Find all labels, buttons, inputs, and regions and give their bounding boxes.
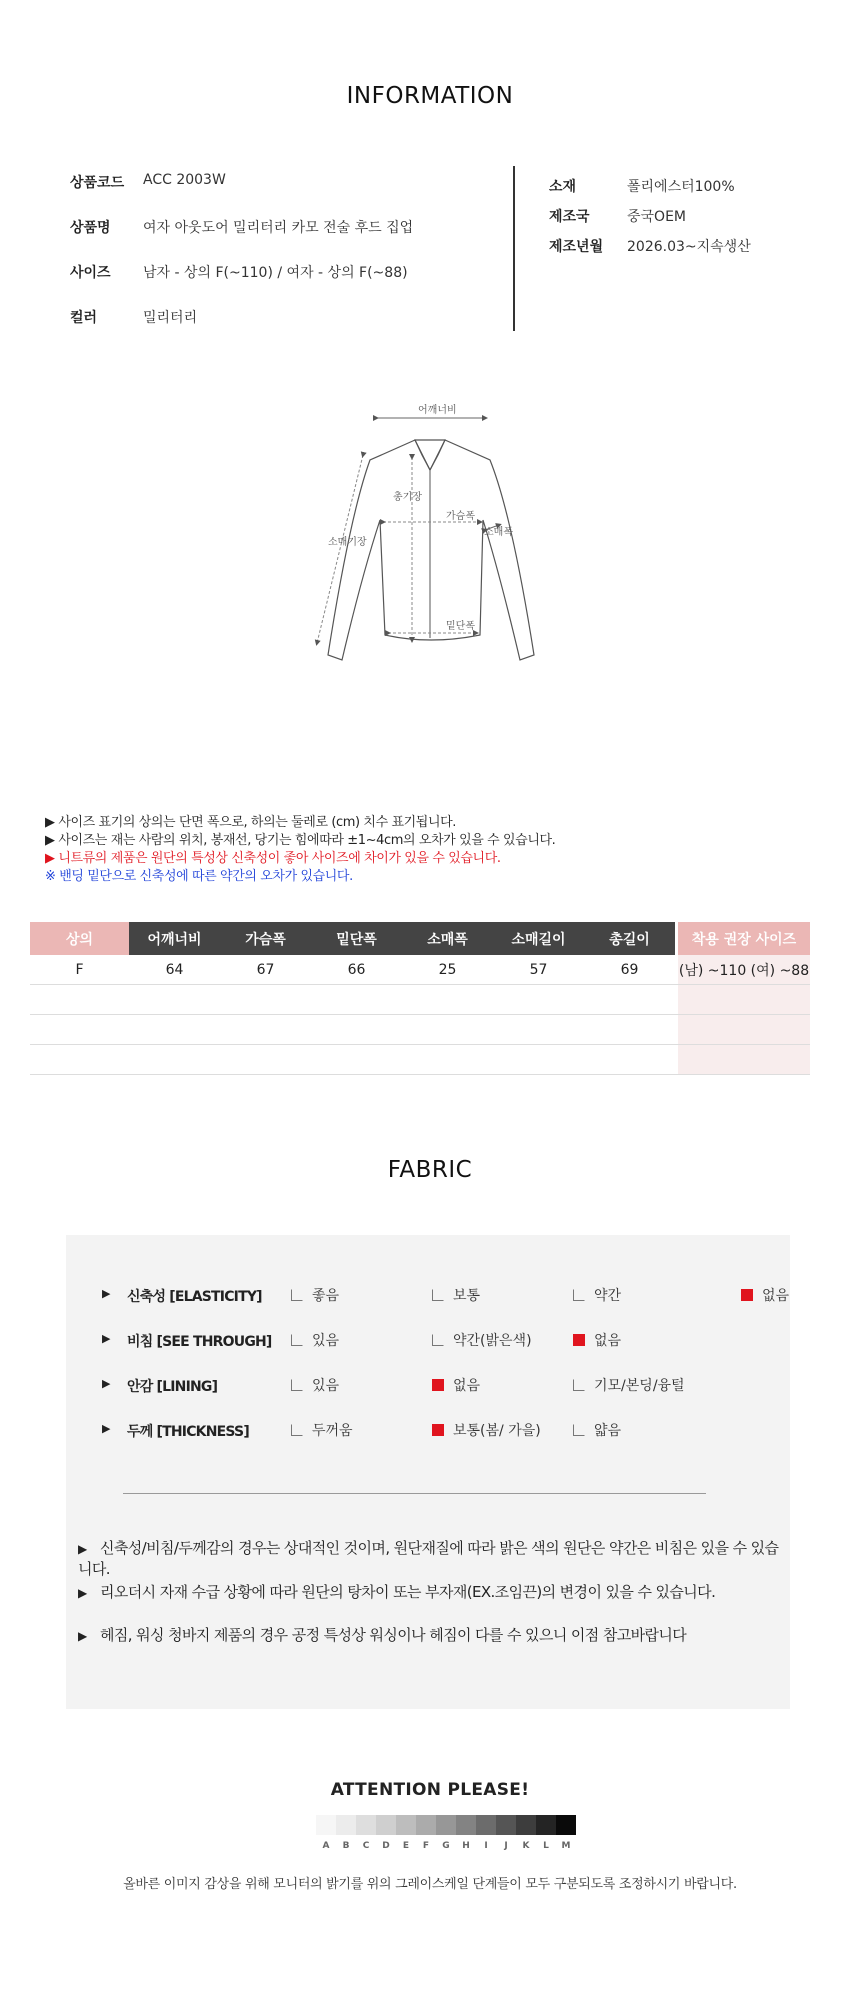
attention-text: 올바른 이미지 감상을 위해 모니터의 밝기를 위의 그레이스케일 단계들이 모두 구분되도록 조정하시기 바랍니다.	[123, 1877, 737, 1892]
arrow-icon: ▶	[78, 1586, 87, 1600]
collar	[415, 440, 445, 470]
grayscale-swatch	[536, 1815, 556, 1835]
grayscale-letter: G	[442, 1841, 450, 1851]
fabric-row-label: 안감 [LINING]	[127, 1379, 218, 1395]
arrow-icon: ▶	[102, 1422, 111, 1435]
size-notes	[45, 814, 555, 886]
info-row-color	[70, 307, 510, 352]
size-header-recommended: 착용 권장 사이즈	[678, 922, 810, 955]
info-value: 남자 - 상의 F(~110) / 여자 - 상의 F(~88)	[143, 265, 408, 281]
grayscale-letter: L	[543, 1841, 549, 1851]
checkbox-checked-icon	[573, 1334, 585, 1346]
grayscale-bar	[316, 1815, 576, 1835]
info-label: 사이즈	[70, 265, 111, 281]
fabric-note: ▶ 헤짐, 워싱 청바지 제품의 경우 공정 특성상 워싱이나 헤짐이 다를 수 있으니 이점 참고바랍니다	[78, 1626, 687, 1644]
size-diagram	[300, 395, 570, 665]
fabric-row-seethrough	[102, 1330, 792, 1350]
fabric-option-selected: 없음	[741, 1285, 789, 1305]
checkbox-checked-icon	[432, 1424, 444, 1436]
size-table-header	[30, 922, 810, 955]
checkbox-empty-icon	[432, 1334, 444, 1346]
fabric-option: 있음	[291, 1375, 339, 1395]
grayscale-swatch	[516, 1815, 536, 1835]
size-header-cell: 소매폭	[402, 922, 493, 955]
fabric-panel	[66, 1235, 790, 1709]
fabric-option: 있음	[291, 1330, 339, 1350]
info-value: 여자 아웃도어 밀리터리 카모 전술 후드 집업	[143, 220, 414, 236]
table-row-empty	[30, 1045, 810, 1075]
grayscale-swatch	[476, 1815, 496, 1835]
checkbox-empty-icon	[291, 1379, 303, 1391]
information-title: INFORMATION	[346, 83, 514, 109]
grayscale-swatch	[396, 1815, 416, 1835]
diagram-label-chest: 가슴폭	[446, 511, 475, 522]
info-label: 소재	[549, 179, 577, 195]
fabric-option: 기모/본딩/융털	[573, 1375, 685, 1395]
grayscale-swatch	[316, 1815, 336, 1835]
info-value: 중국OEM	[627, 209, 686, 225]
size-table	[30, 922, 810, 1075]
table-row	[30, 955, 810, 985]
grayscale-swatch	[556, 1815, 576, 1835]
info-label: 상품코드	[70, 175, 125, 191]
size-header-cell: 소매길이	[493, 922, 584, 955]
table-row-empty	[30, 985, 810, 1015]
size-cell: 25	[438, 961, 457, 978]
arrow-icon: ▶	[78, 1542, 87, 1556]
grayscale-letter: J	[504, 1841, 508, 1851]
fabric-row-label: 두께 [THICKNESS]	[127, 1424, 249, 1440]
size-header-cell: 상의	[30, 922, 129, 955]
info-row-size	[70, 262, 510, 307]
grayscale-letter: K	[522, 1841, 530, 1851]
arrow-icon: ▶	[78, 1629, 87, 1643]
size-header-cell: 총길이	[584, 922, 675, 955]
checkbox-empty-icon	[291, 1424, 303, 1436]
checkbox-empty-icon	[291, 1289, 303, 1301]
info-row-date	[549, 236, 751, 266]
grayscale-letter: D	[382, 1841, 390, 1851]
checkbox-empty-icon	[291, 1334, 303, 1346]
fabric-option: 약간	[573, 1285, 621, 1305]
size-cell: 64	[165, 961, 184, 978]
fabric-option: 두꺼움	[291, 1420, 353, 1440]
grayscale-letter: B	[342, 1841, 350, 1851]
checkbox-empty-icon	[573, 1424, 585, 1436]
diagram-label-sleeve-length: 소매기장	[328, 537, 367, 548]
checkbox-checked-icon	[432, 1379, 444, 1391]
fabric-row-label: 비침 [SEE THROUGH]	[127, 1334, 272, 1350]
grayscale-swatch	[376, 1815, 396, 1835]
info-divider	[513, 166, 515, 331]
fabric-note: ▶ 신축성/비침/두께감의 경우는 상대적인 것이며, 원단재질에 따라 밝은 색의 원단은 약간은 비침은 있을 수 있습니다.	[78, 1539, 779, 1578]
fabric-option: 약간(밝은색)	[432, 1330, 532, 1350]
fabric-option-selected: 없음	[432, 1375, 480, 1395]
info-row-name	[70, 217, 510, 262]
size-cell: 66	[347, 961, 366, 978]
size-cell: F	[75, 961, 84, 978]
size-cell-recommended: (남) ~110 (여) ~88	[678, 955, 810, 984]
jacket-outline	[328, 440, 534, 660]
fabric-divider	[123, 1493, 706, 1494]
grayscale-swatch	[356, 1815, 376, 1835]
info-label: 상품명	[70, 220, 111, 236]
grayscale-letter: A	[322, 1841, 330, 1851]
info-label: 제조년월	[549, 239, 604, 255]
grayscale-letter: M	[561, 1841, 571, 1851]
size-cell: 67	[256, 961, 275, 978]
size-header-cell: 가슴폭	[220, 922, 311, 955]
diagram-label-shoulder: 어깨너비	[418, 405, 457, 416]
info-label: 컬러	[70, 310, 98, 326]
grayscale-letter: I	[484, 1841, 488, 1851]
grayscale-letter: H	[462, 1841, 470, 1851]
size-header-cell: 밑단폭	[311, 922, 402, 955]
fabric-option-selected: 보통(봄/ 가을)	[432, 1420, 541, 1440]
info-row-country	[549, 206, 751, 236]
arrow-icon: ▶	[102, 1287, 111, 1300]
grayscale-swatch	[456, 1815, 476, 1835]
fabric-option: 좋음	[291, 1285, 339, 1305]
sleeve-length-measure	[317, 455, 363, 643]
fabric-title: FABRIC	[387, 1157, 473, 1183]
grayscale-letters	[316, 1841, 576, 1851]
size-cell: 57	[529, 961, 548, 978]
info-left-panel	[70, 172, 510, 352]
grayscale-letter: C	[362, 1841, 370, 1851]
arrow-icon: ▶	[102, 1377, 111, 1390]
grayscale-swatch	[436, 1815, 456, 1835]
grayscale-letter: F	[422, 1841, 430, 1851]
checkbox-empty-icon	[573, 1289, 585, 1301]
size-note: ▶ 사이즈 표기의 상의는 단면 폭으로, 하의는 둘레로 (cm) 치수 표기됩니다.	[45, 815, 457, 830]
checkbox-checked-icon	[741, 1289, 753, 1301]
arrow-icon: ▶	[102, 1332, 111, 1345]
info-value: 폴리에스터100%	[627, 179, 735, 195]
diagram-label-hem: 밑단폭	[446, 621, 475, 632]
grayscale-swatch	[496, 1815, 516, 1835]
info-value: ACC 2003W	[143, 172, 226, 188]
attention-title: ATTENTION PLEASE!	[330, 1780, 530, 1800]
checkbox-empty-icon	[432, 1289, 444, 1301]
grayscale-swatch	[416, 1815, 436, 1835]
fabric-row-label: 신축성 [ELASTICITY]	[127, 1289, 262, 1305]
fabric-row-lining	[102, 1375, 792, 1395]
size-note-warning: ▶ 니트류의 제품은 원단의 특성상 신축성이 좋아 사이즈에 차이가 있을 수 있습니다.	[45, 851, 501, 866]
fabric-option: 얇음	[573, 1420, 621, 1440]
size-note-banding: ※ 밴딩 밑단으로 신축성에 따른 약간의 오차가 있습니다.	[45, 869, 353, 884]
size-header-cell: 어깨너비	[129, 922, 220, 955]
size-note: ▶ 사이즈는 재는 사람의 위치, 봉재선, 당기는 힘에따라 ±1~4cm의 오차가 있을 수 있습니다.	[45, 833, 556, 848]
info-right-panel	[549, 176, 751, 266]
checkbox-empty-icon	[573, 1379, 585, 1391]
diagram-label-sleeve-width: 소매폭	[484, 527, 513, 538]
info-row-material	[549, 176, 751, 206]
fabric-option: 보통	[432, 1285, 480, 1305]
fabric-row-elasticity	[102, 1285, 792, 1305]
table-row-empty	[30, 1015, 810, 1045]
grayscale-swatch	[336, 1815, 356, 1835]
diagram-label-length: 총기장	[393, 492, 422, 503]
fabric-note: ▶ 리오더시 자재 수급 상황에 따라 원단의 탕차이 또는 부자재(EX.조임끈)의 변경이 있을 수 있습니다.	[78, 1583, 716, 1601]
info-label: 제조국	[549, 209, 590, 225]
grayscale-letter: E	[402, 1841, 410, 1851]
fabric-row-thickness	[102, 1420, 792, 1440]
size-cell: 69	[620, 961, 639, 978]
info-row-code	[70, 172, 510, 217]
info-value: 밀리터리	[143, 310, 198, 326]
info-value: 2026.03~지속생산	[627, 239, 751, 255]
fabric-option-selected: 없음	[573, 1330, 621, 1350]
